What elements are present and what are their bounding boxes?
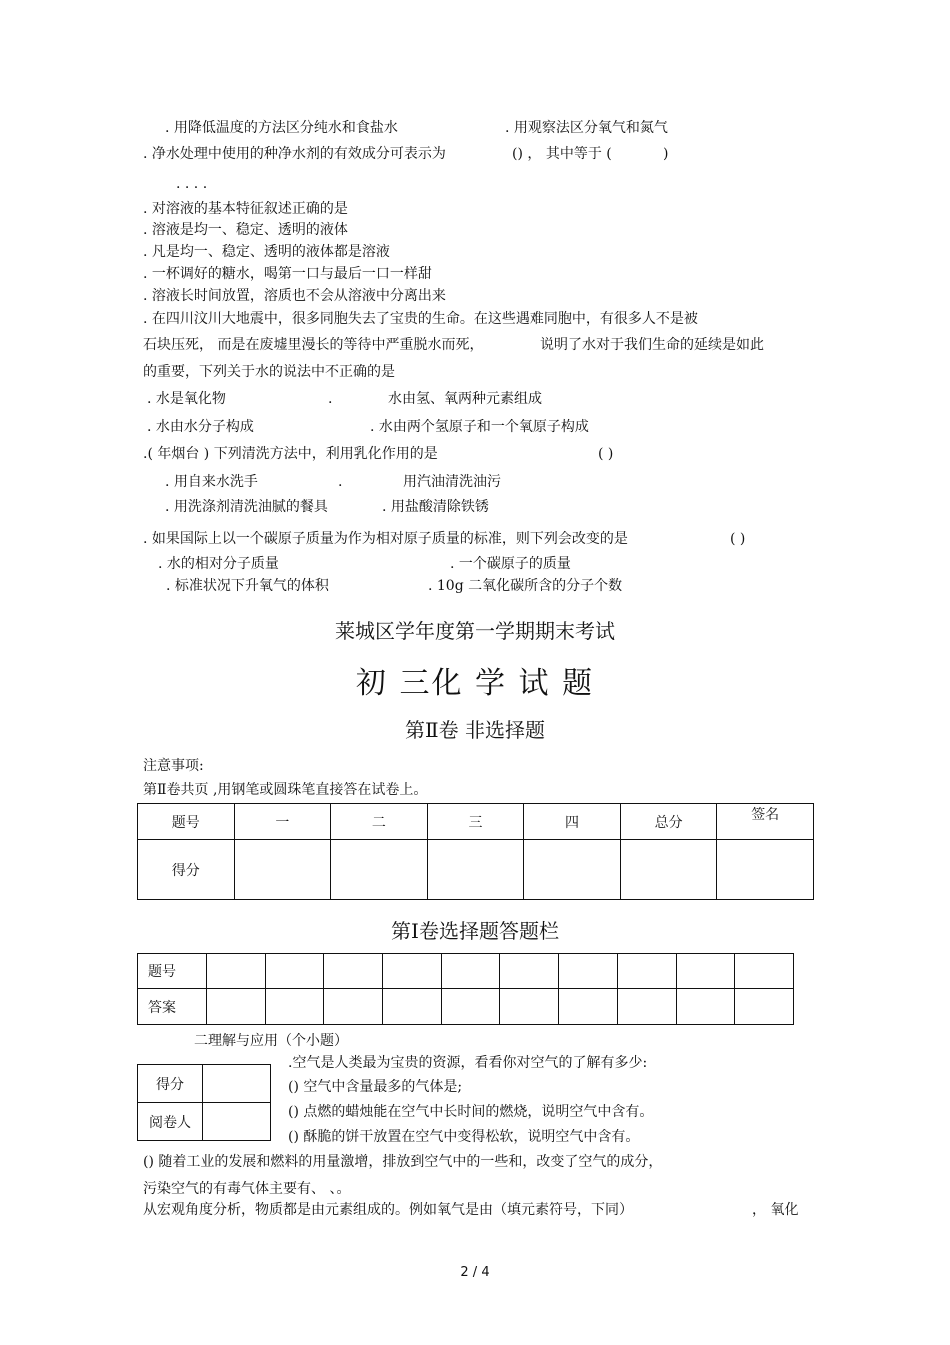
answer-cell[interactable] bbox=[617, 954, 676, 989]
question-line: 从宏观角度分析，物质都是由元素组成的。例如氧气是由（填元素符号，下同） bbox=[143, 1202, 633, 1218]
score-header: 签名 bbox=[717, 804, 814, 840]
option-line: . 凡是均一、稳定、透明的液体都是溶液 bbox=[143, 244, 390, 260]
option-line: . 标准状况下升氧气的体积 bbox=[166, 578, 329, 594]
grader-name-label: 阅卷人 bbox=[138, 1103, 203, 1141]
question-line: ( ) bbox=[730, 531, 746, 547]
question-line: () 酥脆的饼干放置在空气中变得松软，说明空气中含有。 bbox=[288, 1129, 640, 1145]
score-header: 二 bbox=[331, 804, 428, 840]
question-line: ) bbox=[663, 146, 669, 162]
question-line: () 空气中含量最多的气体是; bbox=[288, 1079, 463, 1095]
question-line: ( ) bbox=[598, 446, 614, 462]
option-line: . bbox=[338, 474, 343, 490]
answer-cell[interactable] bbox=[735, 954, 794, 989]
score-row-label: 得分 bbox=[138, 840, 235, 900]
option-line: . 水是氧化物 bbox=[147, 391, 226, 407]
question-line: . 对溶液的基本特征叙述正确的是 bbox=[143, 201, 348, 217]
notes-body: 第Ⅱ卷共页 ,用钢笔或圆珠笔直接答在试卷上。 bbox=[143, 782, 428, 798]
score-cell[interactable] bbox=[620, 840, 717, 900]
score-cell[interactable] bbox=[427, 840, 524, 900]
answer-cell[interactable] bbox=[559, 989, 618, 1025]
question-line: () 点燃的蜡烛能在空气中长时间的燃烧，说明空气中含有。 bbox=[288, 1104, 654, 1120]
answer-cell[interactable] bbox=[735, 989, 794, 1025]
score-cell[interactable] bbox=[331, 840, 428, 900]
option-line: . 用自来水洗手 bbox=[165, 474, 258, 490]
option-line: . 溶液是均一、稳定、透明的液体 bbox=[143, 222, 348, 238]
score-cell[interactable] bbox=[717, 840, 814, 900]
school-title: 莱城区学年度第一学期期末考试 bbox=[335, 619, 615, 643]
score-header: 一 bbox=[234, 804, 331, 840]
score-header: 三 bbox=[427, 804, 524, 840]
subject-title: 初 三化 学 试 题 bbox=[355, 666, 595, 701]
answer-cell[interactable] bbox=[617, 989, 676, 1025]
notes-heading: 注意事项: bbox=[143, 758, 204, 774]
grader-score-label: 得分 bbox=[138, 1065, 203, 1103]
section-heading: 二理解与应用（个小题） bbox=[194, 1033, 348, 1049]
answer-cell[interactable] bbox=[324, 954, 383, 989]
answer-cell[interactable] bbox=[500, 989, 559, 1025]
option-line: . 用洗涤剂清洗油腻的餐具 bbox=[165, 499, 328, 515]
question-line: 污染空气的有毒气体主要有、 、。 bbox=[143, 1181, 351, 1197]
option-line: . 水由水分子构成 bbox=[147, 419, 254, 435]
question-line: ， 氧化 bbox=[752, 1202, 799, 1218]
score-header: 四 bbox=[524, 804, 621, 840]
option-line: . bbox=[328, 391, 333, 407]
option-line: . 水的相对分子质量 bbox=[158, 556, 279, 572]
answer-cell[interactable] bbox=[559, 954, 618, 989]
option-line: 用汽油清洗油污 bbox=[403, 474, 501, 490]
answer-cell[interactable] bbox=[207, 954, 266, 989]
question-line: 石块压死， 而是在废墟里漫长的等待中严重脱水而死， bbox=[143, 337, 484, 353]
question-line: 说明了水对于我们生命的延续是如此 bbox=[540, 337, 764, 353]
volume-title: 第Ⅱ卷 非选择题 bbox=[405, 718, 545, 742]
question-line: . 净水处理中使用的种净水剂的有效成分可表示为 bbox=[143, 146, 446, 162]
answer-cell[interactable] bbox=[500, 954, 559, 989]
option-line: . . . . bbox=[176, 176, 208, 192]
answer-cell[interactable] bbox=[207, 989, 266, 1025]
option-line: . 10g 二氧化碳所含的分子个数 bbox=[428, 578, 623, 594]
option-line: . 用观察法区分氧气和氮气 bbox=[505, 120, 668, 136]
score-cell[interactable] bbox=[524, 840, 621, 900]
answer-row-label: 题号 bbox=[138, 954, 207, 989]
score-header: 题号 bbox=[138, 804, 235, 840]
score-table bbox=[137, 803, 814, 900]
answer-cell[interactable] bbox=[383, 954, 442, 989]
answer-cell[interactable] bbox=[676, 954, 735, 989]
option-line: . 一个碳原子的质量 bbox=[450, 556, 571, 572]
question-line: . 如果国际上以一个碳原子质量为作为相对原子质量的标准，则下列会改变的是 bbox=[143, 531, 628, 547]
grader-name-cell[interactable] bbox=[203, 1103, 271, 1141]
question-line: .空气是人类最为宝贵的资源，看看你对空气的了解有多少: bbox=[288, 1055, 648, 1071]
option-line: 水由氢、氧两种元素组成 bbox=[388, 391, 542, 407]
answer-bar-title: 第Ⅰ卷选择题答题栏 bbox=[391, 919, 559, 943]
score-cell[interactable] bbox=[234, 840, 331, 900]
page-number: 2 / 4 bbox=[460, 1265, 490, 1280]
question-line: () ， 其中等于 ( bbox=[512, 146, 612, 162]
question-line: .( 年烟台 ) 下列清洗方法中，利用乳化作用的是 bbox=[143, 446, 438, 462]
option-line: . 一杯调好的糖水，喝第一口与最后一口一样甜 bbox=[143, 266, 432, 282]
grader-score-cell[interactable] bbox=[203, 1065, 271, 1103]
answer-row-label: 答案 bbox=[138, 989, 207, 1025]
answer-table bbox=[137, 953, 794, 1025]
option-line: . 水由两个氢原子和一个氧原子构成 bbox=[370, 419, 589, 435]
grader-table bbox=[137, 1064, 271, 1141]
question-line: () 随着工业的发展和燃料的用量激增，排放到空气中的一些和，改变了空气的成分， bbox=[143, 1154, 663, 1170]
option-line: . 溶液长时间放置，溶质也不会从溶液中分离出来 bbox=[143, 288, 446, 304]
answer-cell[interactable] bbox=[324, 989, 383, 1025]
answer-cell[interactable] bbox=[676, 989, 735, 1025]
answer-cell[interactable] bbox=[441, 954, 500, 989]
answer-cell[interactable] bbox=[265, 954, 324, 989]
answer-cell[interactable] bbox=[383, 989, 442, 1025]
question-line: . 在四川汶川大地震中，很多同胞失去了宝贵的生命。在这些遇难同胞中，有很多人不是被 bbox=[143, 311, 698, 327]
question-line: 的重要，下列关于水的说法中不正确的是 bbox=[143, 364, 395, 380]
option-line: . 用盐酸清除铁锈 bbox=[382, 499, 489, 515]
option-line: . 用降低温度的方法区分纯水和食盐水 bbox=[165, 120, 398, 136]
answer-cell[interactable] bbox=[265, 989, 324, 1025]
score-header: 总分 bbox=[620, 804, 717, 840]
answer-cell[interactable] bbox=[441, 989, 500, 1025]
